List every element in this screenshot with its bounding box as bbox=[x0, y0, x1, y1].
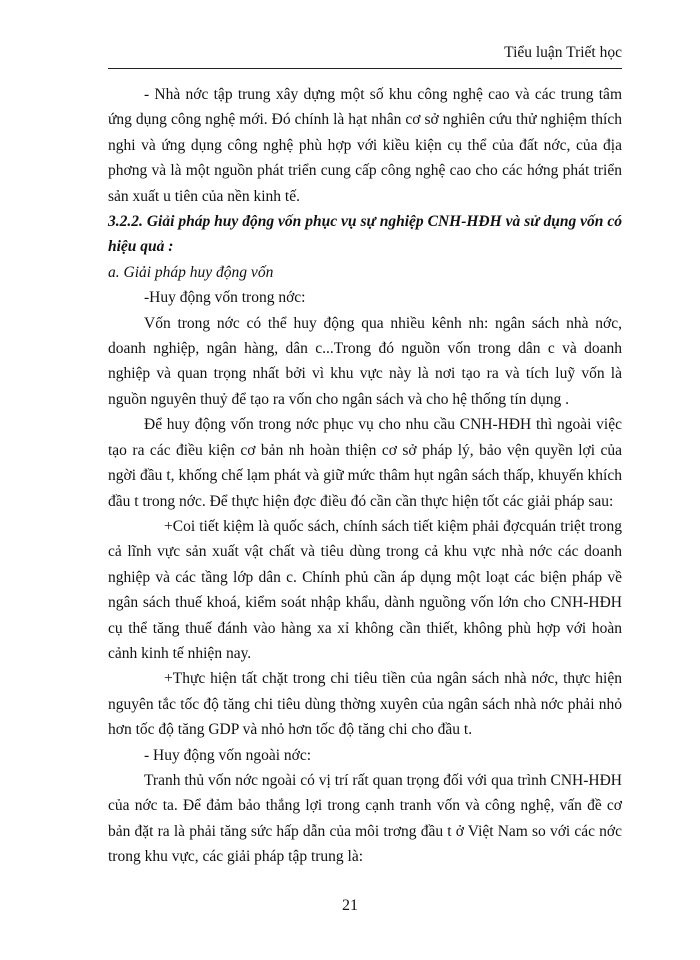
page-header bbox=[108, 34, 622, 69]
paragraph-domestic-capital-conditions: Để huy động vốn trong nớc phục vụ cho nhu cầu CNH-HĐH thì ngoài việc tạo ra các điều kiện cơ bản nh hoàn thiện cơ sở pháp lý, bảo vện quyền lợi của ngời đầu t, khống chế lạm phát và giữ mức thâm hụt ngân sách thấp, khuyến khích đầu t trong nớc. Để thực hiện đợc điều đó cần cần thực hiện tốt các giải pháp sau: bbox=[108, 416, 622, 510]
paragraph-spending-control: +Thực hiện tất chặt trong chi tiêu tiền của ngân sách nhà nớc, thực hiện nguyên tắc tốc độ tăng chi tiêu dùng thờng xuyên của ngân sách nhà nớc phải nhỏ hơn tốc độ tăng GDP và nhỏ hơn tốc độ tăng chi cho đầu t. bbox=[108, 670, 622, 739]
paragraph-foreign-capital-label: - Huy động vốn ngoài nớc: bbox=[144, 746, 312, 764]
paragraph-domestic-capital-sources: Vốn trong nớc có thể huy động qua nhiều kênh nh: ngân sách nhà nớc, doanh nghiệp, ngân hàng, dân c...Trong đó nguồn vốn trong dân c và doanh nghiệp và quan trọng nhất bởi vì khu vực này là nơi tạo ra và tích luỹ vốn là nguồn nguyên thuỷ để tạo ra vốn cho ngân sách và cho hệ thống tín dụng . bbox=[108, 314, 622, 408]
header-title: Tiểu luận Triết học bbox=[504, 44, 622, 61]
paragraph-domestic-capital-label: -Huy động vốn trong nớc: bbox=[144, 289, 306, 307]
subheading-capital-mobilization: a. Giải pháp huy động vốn bbox=[108, 263, 274, 281]
page-number: 21 bbox=[342, 897, 358, 914]
document-body bbox=[108, 82, 622, 870]
paragraph-foreign-capital: Tranh thủ vốn nớc ngoài có vị trí rất quan trọng đối với qua trình CNH-HĐH của nớc ta. Để đảm bảo thắng lợi trong cạnh tranh vốn và công nghệ, vấn đề cơ bản đặt ra là phải tăng sức hấp dẫn của môi trơng đầu t ở Việt Nam so với các nớc trong khu vực, các giải pháp tập trung là: bbox=[108, 771, 622, 866]
paragraph-tech-zones: - Nhà nớc tập trung xây dựng một số khu công nghệ cao và các trung tâm ứng dụng công nghệ mới. Đó chính là hạt nhân cơ sở nghiên cứu thử nghiệm thích nghi và ứng dụng công nghệ phù hợp với kiều kiện cụ thể của đất nớc, của địa phơng và là một nguồn phát triển cung cấp công nghệ cao cho các hớng phát triển sản xuất u tiên của nền kinh tế. bbox=[108, 86, 622, 205]
paragraph-savings-policy: +Coi tiết kiệm là quốc sách, chính sách tiết kiệm phải đợcquán triệt trong cả lĩnh vực sản xuất vật chất và tiêu dùng trong cả khu vực nhà nớc các doanh nghiệp và các tầng lớp dân c. Chính phủ cần áp dụng một loạt các biện pháp về ngân sách thuế khoá, kiểm soát nhập khẩu, dành nguồng vốn lớn cho CNH-HĐH cụ thể tăng thuế đánh vào hàng xa xỉ không cần thiết, không phù hợp với hoàn cảnh kinh tế nhiện nay. bbox=[108, 517, 622, 662]
section-heading-3-2-2: 3.2.2. Giải pháp huy động vốn phục vụ sự nghiệp CNH-HĐH và sử dụng vốn có hiệu quả : bbox=[108, 213, 622, 256]
